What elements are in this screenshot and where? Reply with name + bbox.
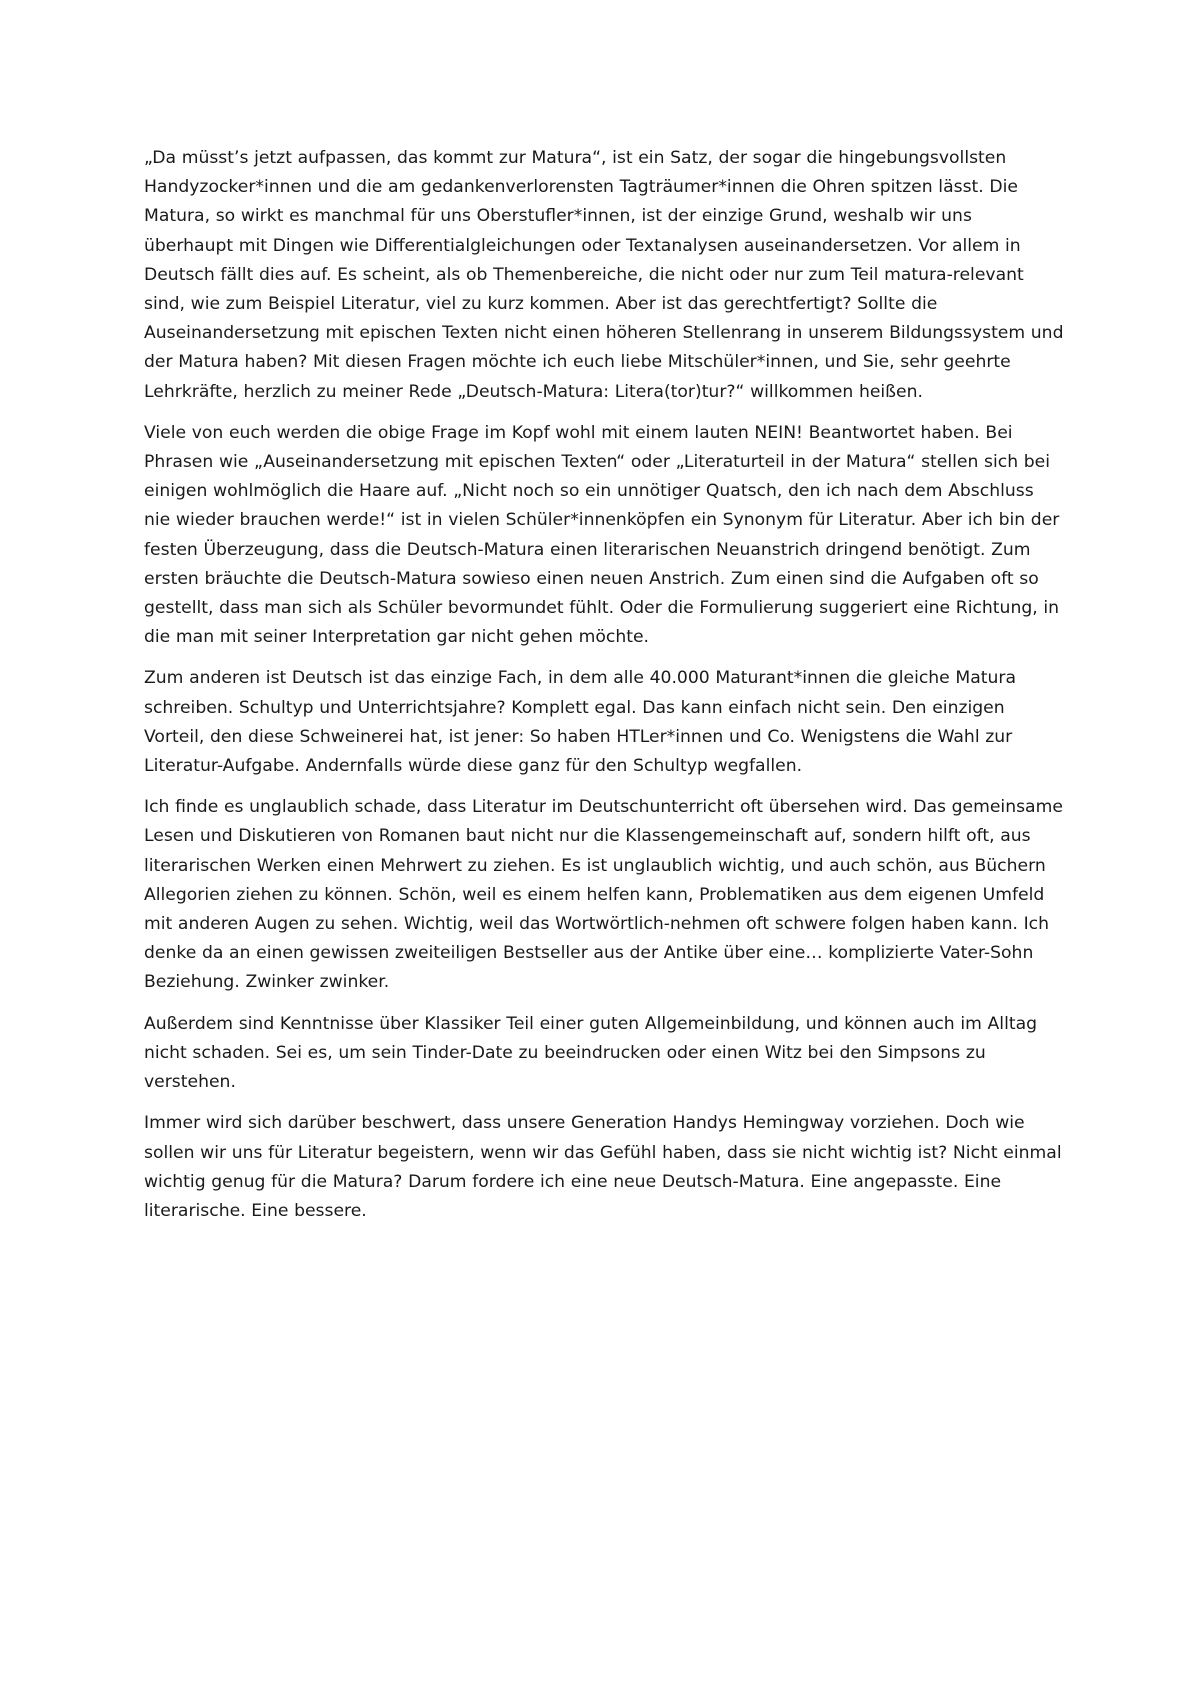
paragraph-general-knowledge: Außerdem sind Kenntnisse über Klassiker Teil einer guten Allgemeinbildung, und können auch im Alltag nicht schaden. Sei es, um sein Tinder-Date zu beeindrucken oder einen Witz bei den Simpsons zu verstehen. (144, 1013, 1038, 1093)
paragraph-intro: „Da müsst’s jetzt aufpassen, das kommt zur Matura“, ist ein Satz, der sogar die hingebungsvollsten Handyzocker*innen und die am gedankenverlorensten Tagträumer*innen die Ohren spitzen lässt. Die Matura, so wirkt es manchmal für uns Oberstufler*innen, ist der einzige Grund, weshalb wir uns überhaupt mit Dingen wie Differentialgleichungen oder Textanalysen auseinandersetzen. Vor allem in Deutsch fällt dies auf. Es scheint, als ob Themenbereiche, die nicht oder nur zum Teil matura-relevant sind, wie zum Beispiel Literatur, viel zu kurz kommen. Aber ist das gerechtfertigt? Sollte die Auseinandersetzung mit epischen Texten nicht einen höheren Stellenrang in unserem Bildungssystem und der Matura haben? Mit diesen Fragen möchte ich euch liebe Mitschüler*innen, und Sie, sehr geehrte Lehrkräfte, herzlich zu meiner Rede „Deutsch-Matura: Litera(tor)tur?“ willkommen heißen. (144, 148, 1064, 402)
paragraph-uniform-matura: Zum anderen ist Deutsch ist das einzige Fach, in dem alle 40.000 Maturant*innen die gleiche Matura schreiben. Schultyp und Unterrichtsjahre? Komplett egal. Das kann einfach nicht sein. Den einzigen Vorteil, den diese Schweinerei hat, ist jener: So haben HTLer*innen und Co. Wenigstens die Wahl zur Literatur-Aufgabe. Andernfalls würde diese ganz für den Schultyp wegfallen. (144, 668, 1017, 777)
document-body (144, 144, 1064, 1238)
paragraph-conclusion: Immer wird sich darüber beschwert, dass unsere Generation Handys Hemingway vorziehen. Doch wie sollen wir uns für Literatur begeistern, wenn wir das Gefühl haben, dass sie nicht wichtig ist? Nicht einmal wichtig genug für die Matura? Darum fordere ich eine neue Deutsch-Matura. Eine angepasste. Eine literarische. Eine bessere. (144, 1113, 1062, 1221)
paragraph-argument: Viele von euch werden die obige Frage im Kopf wohl mit einem lauten NEIN! Beantwortet haben. Bei Phrasen wie „Auseinandersetzung mit epischen Texten“ oder „Literaturteil in der Matura“ stellen sich bei einigen wohlmöglich die Haare auf. „Nicht noch so ein unnötiger Quatsch, den ich nach dem Abschluss nie wieder brauchen werde!“ ist in vielen Schüler*innenköpfen ein Synonym für Literatur. Aber ich bin der festen Überzeugung, dass die Deutsch-Matura einen literarischen Neuanstrich dringend benötigt. Zum ersten bräuchte die Deutsch-Matura sowieso einen neuen Anstrich. Zum einen sind die Aufgaben oft so gestellt, dass man sich als Schüler bevormundet fühlt. Oder die Formulierung suggeriert eine Richtung, in die man mit seiner Interpretation gar nicht gehen möchte. (144, 422, 1060, 648)
paragraph-literature-value: Ich finde es unglaublich schade, dass Literatur im Deutschunterricht oft übersehen wird. Das gemeinsame Lesen und Diskutieren von Romanen baut nicht nur die Klassengemeinschaft auf, sondern hilft oft, aus literarischen Werken einen Mehrwert zu ziehen. Es ist unglaublich wichtig, und auch schön, aus Büchern Allegorien ziehen zu können. Schön, weil es einem helfen kann, Problematiken aus dem eigenen Umfeld mit anderen Augen zu sehen. Wichtig, weil das Wortwörtlich-nehmen oft schwere folgen haben kann. Ich denke da an einen gewissen zweiteiligen Bestseller aus der Antike über eine… komplizierte Vater-Sohn Beziehung. Zwinker zwinker. (144, 797, 1063, 993)
